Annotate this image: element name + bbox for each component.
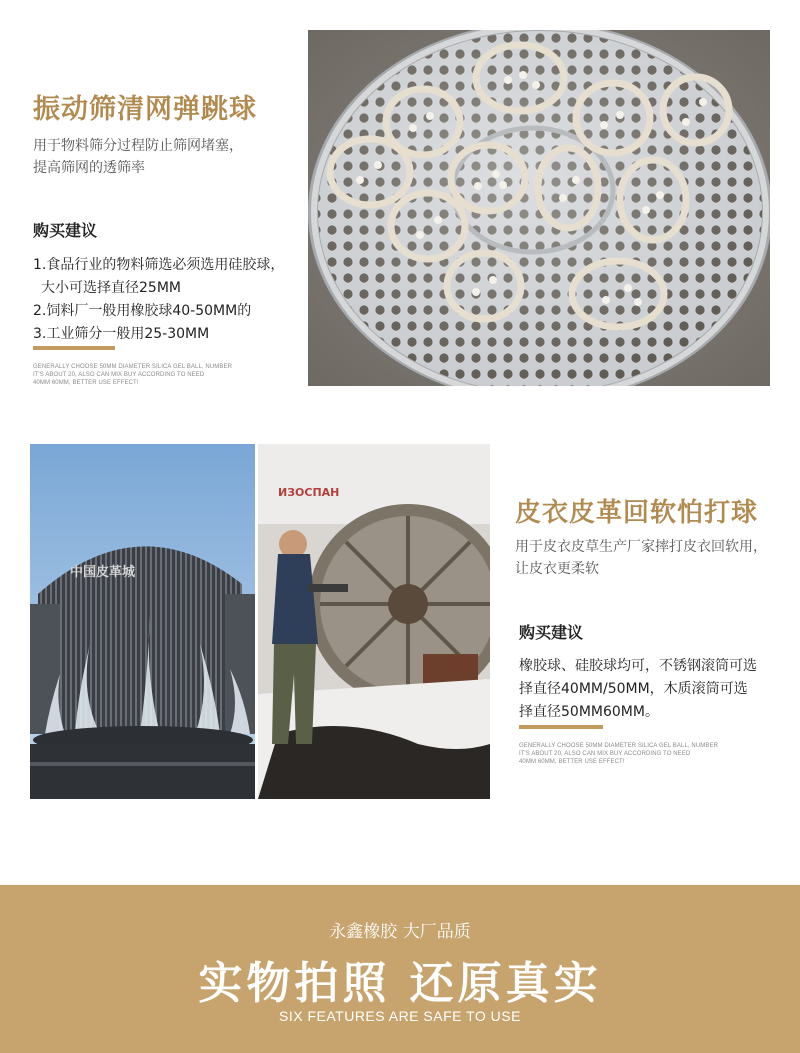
footer-banner [0,885,800,1053]
gold-divider [519,725,603,729]
fine-print-line: 40MM 60MM, BETTER USE EFFECT! [519,759,625,765]
sieve-illustration [308,30,770,386]
section-description [33,135,293,179]
fine-print-line: IT'S ABOUT 20, ALSO CAN MIX BUY ACCORDING TO NEED [519,751,691,757]
footer-subtitle: 永鑫橡胶 大厂品质 [329,922,471,942]
description-line: 让皮衣更柔软 [515,561,599,577]
advice-list [33,254,284,346]
fine-print-line: GENERALLY CHOOSE 50MM DIAMETER SILICA GEL BALL, NUMBER [519,743,719,749]
advice-item: 2.饲料厂一般用橡胶球40-50MM的 [33,303,252,319]
tumbling-drum-photo [258,444,490,799]
fine-print-line: 40MM 60MM, BETTER USE EFFECT! [33,380,139,386]
sieve-photo [308,30,770,386]
sieve-ball-section [0,0,800,420]
description-line: 用于皮衣皮草生产厂家摔打皮衣回软用， [515,539,767,555]
advice-list [519,655,757,724]
gold-divider [33,346,115,350]
advice-item: 择直径40MM/50MM，木质滚筒可选 [519,681,748,697]
footer-headline: 实物拍照 还原真实 [198,958,602,1009]
fine-print [33,363,232,387]
leather-city-illustration [30,444,255,799]
fine-print-line: IT'S ABOUT 20, ALSO CAN MIX BUY ACCORDING TO NEED [33,372,205,378]
description-line: 提高筛网的透筛率 [33,160,145,176]
fine-print [519,742,718,766]
advice-title: 购买建议 [33,221,98,240]
advice-item: 择直径50MM60MM。 [519,704,659,720]
section-description [515,536,795,580]
leather-ball-section [0,420,800,850]
description-line: 用于物料筛分过程防止筛网堵塞， [33,138,243,154]
tumbling-drum-illustration [258,444,490,799]
section-title: 振动筛清网弹跳球 [33,94,257,125]
wall-sign: ИЗОСПАН [278,486,340,499]
advice-item: 1.食品行业的物料筛选必须选用硅胶球， [33,257,285,273]
leather-city-photo [30,444,255,799]
advice-title: 购买建议 [519,623,584,642]
fine-print-line: GENERALLY CHOOSE 50MM DIAMETER SILICA GEL BALL, NUMBER [33,364,233,370]
advice-item: 橡胶球、硅胶球均可，不锈钢滚筒可选 [519,658,757,674]
advice-item: 大小可选择直径25MM [41,280,181,296]
section-title: 皮衣皮革回软怕打球 [515,498,759,528]
footer-tagline: SIX FEATURES ARE SAFE TO USE [279,1008,521,1024]
advice-item: 3.工业筛分一般用25-30MM [33,326,210,342]
building-sign: 中国皮革城 [70,565,136,580]
